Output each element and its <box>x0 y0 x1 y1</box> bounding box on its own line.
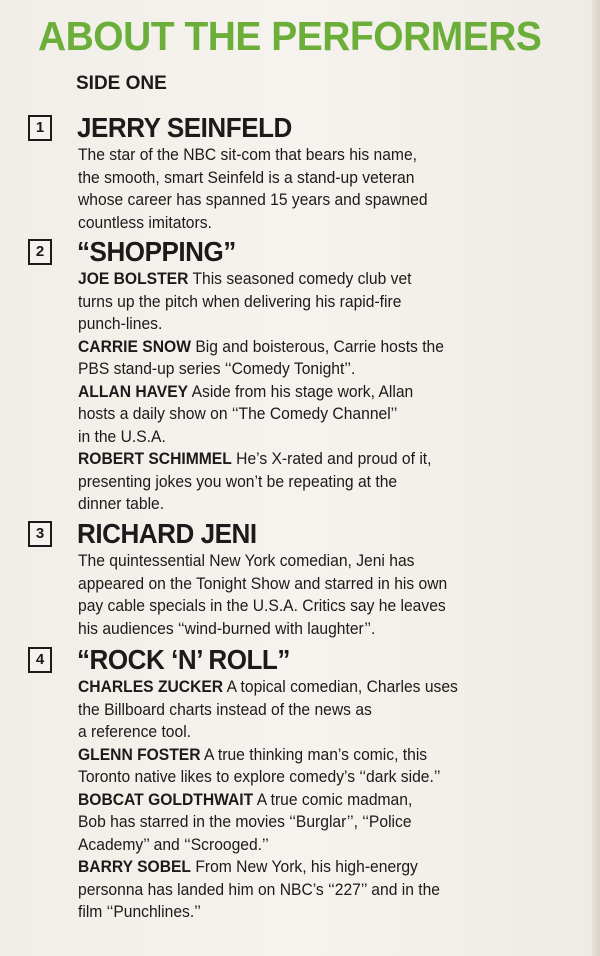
performer-name: ROBERT SCHIMMEL <box>78 449 232 468</box>
body-line: the Billboard charts instead of the news as <box>78 699 372 719</box>
track-number-box: 4 <box>28 647 52 673</box>
section-heading: “SHOPPING” <box>77 236 236 267</box>
section-body <box>78 676 529 924</box>
section-heading: RICHARD JENI <box>77 518 257 549</box>
body-text: He’s X-rated and proud of it, <box>236 449 432 468</box>
performer-name: BARRY SOBEL <box>78 857 191 876</box>
body-text: Aside from his stage work, Allan <box>191 381 414 401</box>
body-text: From New York, his high-energy <box>195 857 418 876</box>
performer-name: GLENN FOSTER <box>78 744 201 764</box>
body-line: in the U.S.A. <box>78 426 166 446</box>
body-line: the smooth, smart Seinfeld is a stand-up veteran <box>78 167 415 187</box>
body-line: his audiences ‘‘wind-burned with laughter’’. <box>78 618 376 638</box>
section-heading: JERRY SEINFELD <box>77 112 292 143</box>
body-line: countless imitators. <box>78 212 212 232</box>
body-line: Toronto native likes to explore comedy’s ‘‘dark side.’’ <box>78 767 441 786</box>
body-text: This seasoned comedy club vet <box>192 269 412 288</box>
track-number-box: 2 <box>28 239 52 265</box>
performer-name: ALLAN HAVEY <box>78 381 189 401</box>
page-edge <box>592 0 600 956</box>
performer-entry <box>78 676 529 699</box>
body-line: appeared on the Tonight Show and starred in his own <box>78 573 448 593</box>
body-line: hosts a daily show on ‘‘The Comedy Channel’’ <box>78 404 398 423</box>
body-line: a reference tool. <box>78 722 192 741</box>
section-heading: “ROCK ‘N’ ROLL” <box>77 644 290 675</box>
body-line: The star of the NBC sit-com that bears his name, <box>78 145 418 164</box>
body-line: PBS stand-up series ‘‘Comedy Tonight’’. <box>78 359 356 378</box>
body-line: presenting jokes you won’t be repeating at the <box>78 471 398 491</box>
section-body <box>78 144 529 234</box>
body-text: A topical comedian, Charles uses <box>226 677 458 696</box>
body-line: pay cable specials in the U.S.A. Critics say he leaves <box>78 596 446 615</box>
body-line: dinner table. <box>78 494 165 513</box>
body-text: A true comic madman, <box>256 789 413 809</box>
body-line: punch-lines. <box>78 314 163 333</box>
page-title: ABOUT THE PERFORMERS <box>38 13 542 59</box>
performer-name: JOE BOLSTER <box>78 269 189 288</box>
performer-entry <box>78 268 529 291</box>
performer-name: CARRIE SNOW <box>78 336 191 356</box>
track-number-box: 3 <box>28 521 52 547</box>
section-body <box>78 550 529 640</box>
side-label: SIDE ONE <box>76 73 167 94</box>
performer-entry <box>78 336 529 359</box>
body-line: film ‘‘Punchlines.’’ <box>78 902 201 921</box>
performer-entry <box>78 744 529 767</box>
section-body <box>78 268 529 516</box>
body-line: The quintessential New York comedian, Jeni has <box>78 551 415 570</box>
body-text: A true thinking man’s comic, this <box>204 744 428 764</box>
performer-name: CHARLES ZUCKER <box>78 677 224 696</box>
performer-entry <box>78 856 529 879</box>
performer-entry <box>78 381 529 404</box>
track-number-box: 1 <box>28 115 52 141</box>
body-line: Bob has starred in the movies ‘‘Burglar’’, ‘‘Police <box>78 812 412 831</box>
body-line: personna has landed him on NBC’s ‘‘227’’ and in the <box>78 879 441 899</box>
performer-entry <box>78 448 529 471</box>
performer-name: BOBCAT GOLDTHWAIT <box>78 789 254 809</box>
performer-entry <box>78 789 529 812</box>
body-line: Academy’’ and ‘‘Scrooged.’’ <box>78 834 269 854</box>
body-text: Big and boisterous, Carrie hosts the <box>195 336 444 356</box>
body-line: turns up the pitch when delivering his rapid-fire <box>78 291 402 311</box>
body-line: whose career has spanned 15 years and spawned <box>78 190 428 209</box>
